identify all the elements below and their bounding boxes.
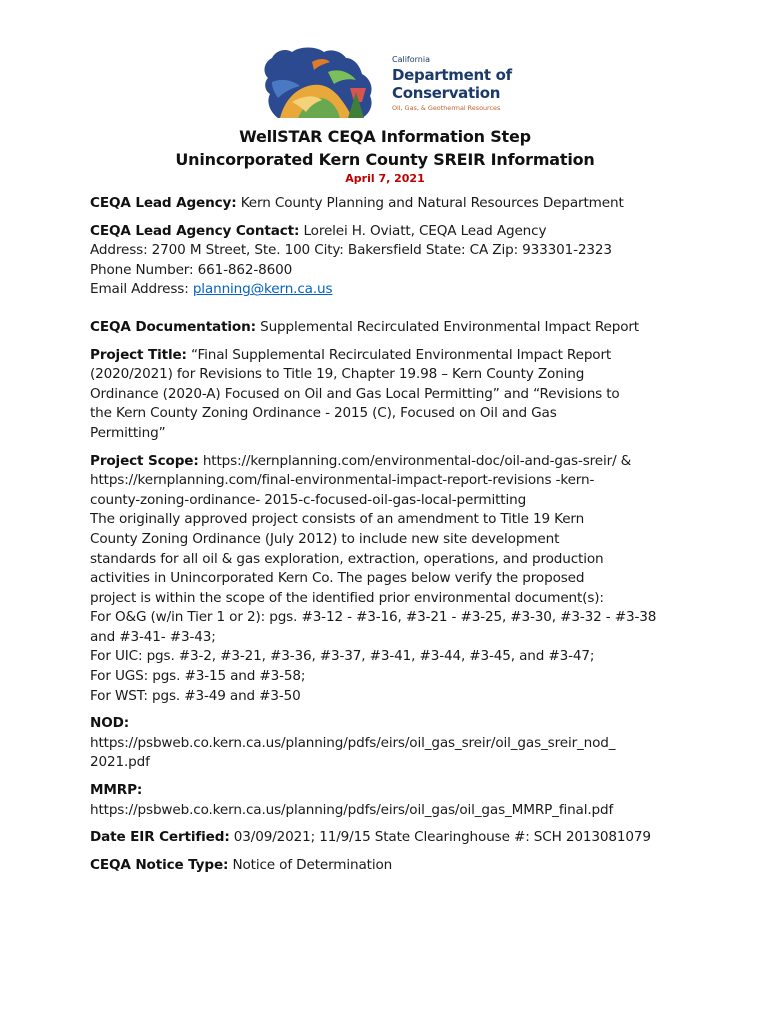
document-title: WellSTAR CEQA Information Step bbox=[239, 127, 531, 146]
logo-conservation-text: Conservation bbox=[392, 84, 501, 102]
document-body bbox=[90, 194, 690, 875]
logo-division-text: Oil, Gas, & Geothermal Resources bbox=[392, 104, 501, 112]
project-title-text: “Final Supplemental Recirculated Environmental Impact Report bbox=[186, 346, 612, 363]
mmrp-label-row bbox=[90, 781, 690, 801]
eir-certified-label: Date EIR Certified: bbox=[90, 829, 230, 846]
project-scope-line: https://kernplanning.com/final-environmental-impact-report-revisions -kern- bbox=[90, 472, 595, 489]
nod-url-line: https://psbweb.co.kern.ca.us/planning/pdfs/eirs/oil_gas_sreir/oil_gas_sreir_nod_ bbox=[90, 734, 616, 751]
email-row bbox=[90, 280, 690, 300]
project-title-line: (2020/2021) for Revisions to Title 19, Chapter 19.98 – Kern County Zoning bbox=[90, 366, 585, 383]
project-scope-line: For UGS: pgs. #3-15 and #3-58; bbox=[90, 668, 306, 685]
eir-certified-value: 03/09/2021; 11/9/15 State Clearinghouse #: SCH 2013081079 bbox=[229, 829, 651, 846]
nod-label: NOD: bbox=[90, 715, 130, 732]
project-scope-label: Project Scope: bbox=[90, 452, 199, 469]
eir-certified-row bbox=[90, 828, 690, 848]
notice-type-label: CEQA Notice Type: bbox=[90, 856, 229, 873]
project-scope-line: county-zoning-ordinance- 2015-c-focused-oil-gas-local-permitting bbox=[90, 491, 527, 508]
project-scope-line: project is within the scope of the identified prior environmental document(s): bbox=[90, 589, 604, 606]
project-title-label: Project Title: bbox=[90, 346, 187, 363]
mmrp-label: MMRP: bbox=[90, 782, 143, 799]
mmrp-url-line: https://psbweb.co.kern.ca.us/planning/pdfs/eirs/oil_gas/oil_gas_MMRP_final.pdf bbox=[90, 801, 614, 818]
project-scope-line: For WST: pgs. #3-49 and #3-50 bbox=[90, 687, 301, 704]
nod-url-line: 2021.pdf bbox=[90, 754, 150, 771]
logo-state-text: California bbox=[392, 55, 430, 64]
document-date: April 7, 2021 bbox=[345, 172, 425, 185]
lead-agency-value: Kern County Planning and Natural Resources Department bbox=[236, 195, 624, 211]
project-scope-line: and #3-41- #3-43; bbox=[90, 628, 216, 645]
project-scope-line: standards for all oil & gas exploration, extraction, operations, and production bbox=[90, 550, 604, 567]
phone-line: Phone Number: 661-862-8600 bbox=[90, 261, 293, 278]
document-subtitle: Unincorporated Kern County SREIR Information bbox=[175, 150, 595, 169]
department-of-conservation-logo bbox=[258, 42, 518, 120]
project-scope-line: For UIC: pgs. #3-2, #3-21, #3-36, #3-37, #3-41, #3-44, #3-45, and #3-47; bbox=[90, 648, 595, 665]
project-title-line: Permitting” bbox=[90, 424, 166, 441]
lead-contact-label: CEQA Lead Agency Contact: bbox=[90, 222, 300, 239]
nod-label-row bbox=[90, 714, 690, 734]
email-link[interactable]: planning@kern.ca.us bbox=[192, 281, 333, 298]
email-label: Email Address: bbox=[90, 281, 193, 298]
project-title-line: the Kern County Zoning Ordinance - 2015 (C), Focused on Oil and Gas bbox=[90, 405, 557, 422]
lead-agency-label: CEQA Lead Agency: bbox=[90, 195, 237, 211]
address-line: Address: 2700 M Street, Ste. 100 City: Bakersfield State: CA Zip: 933301-2323 bbox=[90, 242, 612, 259]
project-scope-line: The originally approved project consists of an amendment to Title 19 Kern bbox=[90, 511, 585, 528]
lead-agency-row bbox=[90, 194, 690, 214]
california-bear-logo-icon bbox=[258, 42, 388, 120]
notice-type-row bbox=[90, 856, 690, 876]
lead-contact-row bbox=[90, 222, 690, 242]
documentation-value: Supplemental Recirculated Environmental Impact Report bbox=[255, 318, 639, 335]
notice-type-value: Notice of Determination bbox=[228, 856, 393, 873]
documentation-label: CEQA Documentation: bbox=[90, 318, 256, 335]
project-title-line bbox=[90, 346, 690, 366]
project-scope-line bbox=[90, 452, 690, 472]
documentation-row bbox=[90, 318, 690, 338]
lead-contact-value: Lorelei H. Oviatt, CEQA Lead Agency bbox=[299, 222, 547, 239]
project-scope-line: activities in Unincorporated Kern Co. The pages below verify the proposed bbox=[90, 570, 585, 587]
project-title-line: Ordinance (2020-A) Focused on Oil and Gas Local Permitting” and “Revisions to bbox=[90, 385, 620, 402]
project-scope-line: County Zoning Ordinance (July 2012) to include new site development bbox=[90, 530, 560, 547]
logo-department-text: Department of bbox=[392, 66, 512, 84]
project-scope-text: https://kernplanning.com/environmental-doc/oil-and-gas-sreir/ & bbox=[198, 452, 632, 469]
project-scope-line: For O&G (w/in Tier 1 or 2): pgs. #3-12 - #3-16, #3-21 - #3-25, #3-30, #3-32 - #3-38 bbox=[90, 609, 657, 626]
